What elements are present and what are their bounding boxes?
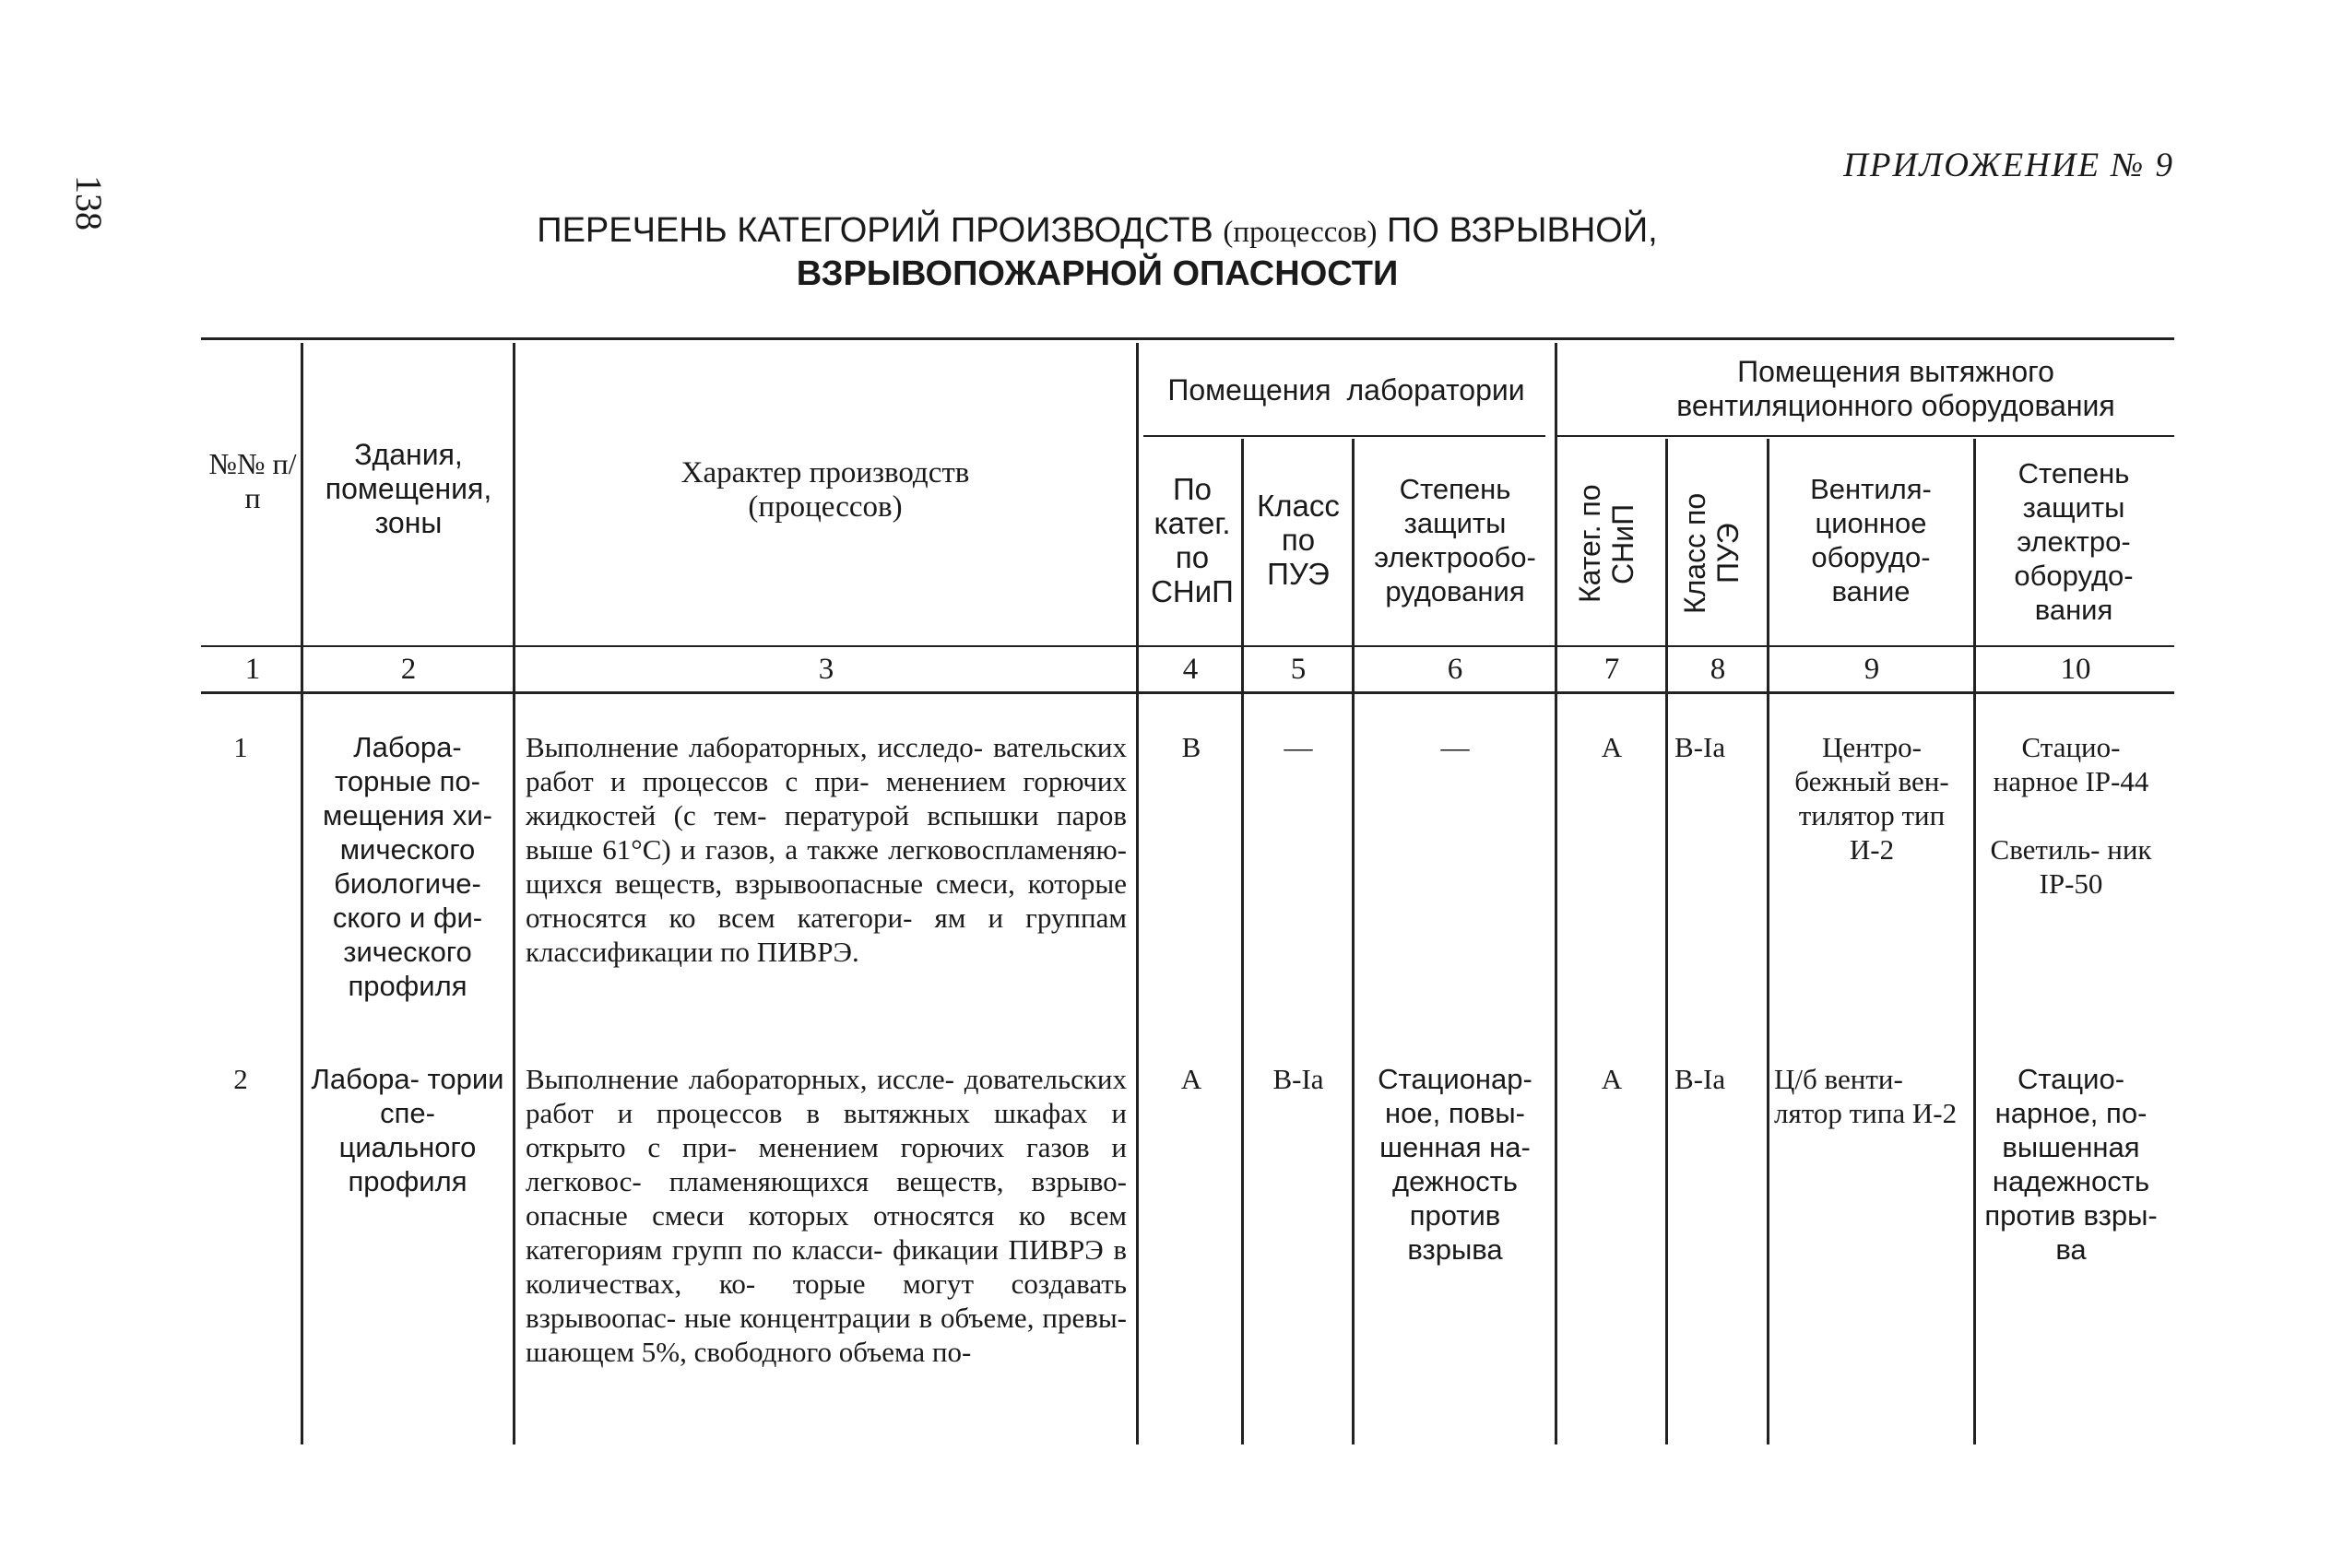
col-divider-8 bbox=[1767, 439, 1769, 1444]
vent-protection-cell: Стацио- нарное IP-44 bbox=[1993, 731, 2149, 797]
building-cell: Лабора- торные по- мещения хи- мического биологиче- ского и фи- зического профиля bbox=[323, 731, 492, 1002]
vent-protection-extra: Светиль- ник IP-50 bbox=[1990, 833, 2152, 900]
column-number: 4 bbox=[1182, 653, 1199, 686]
page-number: 138 bbox=[68, 175, 110, 230]
col-divider-6 bbox=[1555, 343, 1557, 1444]
process-cell: Выполнение лабораторных, иссле- довательских работ и процессов в вытяжных шкафах и открыто с при- менением горючих газов и легковос- пламеняющихся веществ, взрыво- опасные смеси которых относятся ко всем категориям групп по класси- фикации ПИВРЭ в количествах, ко- торые могут создавать взрывоопас- ные концентрации в объеме, превы- шающем 5%, свободного объема по- bbox=[526, 1063, 1127, 1368]
vent-category-cell: А bbox=[1601, 1063, 1623, 1095]
col-divider-4 bbox=[1241, 439, 1244, 1444]
column-number: 5 bbox=[1290, 653, 1307, 686]
header-col10: Степень защиты электро- оборудо- вания bbox=[2014, 457, 2134, 626]
col-divider-9 bbox=[1973, 439, 1976, 1444]
column-number: 6 bbox=[1447, 653, 1463, 686]
header-col6: Степень защиты электрообо- рудования bbox=[1374, 473, 1536, 607]
document-title-line1 bbox=[516, 207, 1678, 255]
vent-protection-cell: Стацио- нарное, по- вышенная надежность против взры- ва bbox=[1984, 1063, 2158, 1266]
title-part-b: ПО ВЗРЫВНОЙ, bbox=[1387, 211, 1658, 250]
col-divider-3 bbox=[1136, 343, 1139, 1444]
lab-class-cell: — bbox=[1284, 731, 1313, 763]
header-col3: Характер производств (процессов) bbox=[680, 456, 970, 524]
column-number: 1 bbox=[244, 653, 261, 686]
vent-equipment-cell: Ц/б венти- лятор типа И-2 bbox=[1774, 1063, 1958, 1129]
header-col2: Здания, помещения, зоны bbox=[325, 438, 492, 539]
document-title-line2: ВЗРЫВОПОЖАРНОЙ ОПАСНОСТИ bbox=[796, 254, 1399, 293]
title-part-small: (процессов) bbox=[1223, 216, 1378, 249]
row-number: 1 bbox=[233, 731, 248, 763]
building-cell: Лабора- тории спе- циального профиля bbox=[311, 1063, 504, 1197]
column-number: 3 bbox=[818, 653, 834, 686]
subgroup-rule-vent bbox=[1555, 435, 2174, 437]
process-cell: Выполнение лабораторных, исследо- вательских работ и процессов с при- менением горючих жидкостей (с тем- пературой вспышки паров выше 61°C) и газов, а также легковоспламеняю- щихся веществ, взрывоопасные смеси, которые относятся ко всем категори- ям и группам классификации по ПИВРЭ. bbox=[526, 731, 1127, 968]
header-col5: Класс по ПУЭ bbox=[1257, 489, 1340, 591]
col-divider-2 bbox=[513, 343, 515, 1444]
lab-protection-cell: Стационар- ное, повы- шенная на- дежность против взрыва bbox=[1378, 1063, 1532, 1266]
vent-category-cell: А bbox=[1601, 731, 1623, 763]
column-number: 9 bbox=[1864, 653, 1880, 686]
header-bottom-rule bbox=[201, 645, 2174, 647]
lab-protection-cell: — bbox=[1440, 731, 1470, 763]
column-number: 7 bbox=[1603, 653, 1620, 686]
row-number: 2 bbox=[233, 1063, 248, 1095]
vent-equipment-cell: Центро- бежный вен- тилятор тип И-2 bbox=[1794, 731, 1949, 866]
vent-class-cell: В-Iа bbox=[1674, 731, 1726, 763]
appendix-label: ПРИЛОЖЕНИЕ № 9 bbox=[1843, 147, 2174, 184]
column-numbers-rule bbox=[201, 691, 2174, 694]
header-group-lab: Помещения лаборатории bbox=[1167, 373, 1525, 407]
vent-class-cell: В-Iа bbox=[1674, 1063, 1726, 1095]
col-divider-5 bbox=[1352, 439, 1355, 1444]
header-col8: Класс по ПУЭ bbox=[1678, 492, 1745, 614]
header-col9: Вентиля- ционное оборудо- вание bbox=[1810, 473, 1932, 607]
header-col4: По катег. по СНиП bbox=[1151, 472, 1234, 608]
table-top-rule bbox=[201, 337, 2174, 340]
column-number: 8 bbox=[1710, 653, 1726, 686]
header-col1: №№ п/п bbox=[208, 447, 297, 514]
column-number: 10 bbox=[2060, 653, 2091, 686]
subgroup-rule-lab bbox=[1143, 435, 1545, 437]
header-group-vent: Помещения вытяжного вентиляционного оборудования bbox=[1676, 355, 2115, 422]
header-col7: Катег. по СНиП bbox=[1573, 484, 1639, 604]
column-number: 2 bbox=[400, 653, 417, 686]
title-part-a: ПЕРЕЧЕНЬ КАТЕГОРИЙ ПРОИЗВОДСТВ bbox=[537, 211, 1213, 250]
col-divider-7 bbox=[1665, 439, 1668, 1444]
col-divider-1 bbox=[301, 343, 303, 1444]
lab-category-cell: А bbox=[1180, 1063, 1202, 1095]
lab-class-cell: В-Iа bbox=[1272, 1063, 1324, 1095]
lab-category-cell: В bbox=[1181, 731, 1201, 763]
